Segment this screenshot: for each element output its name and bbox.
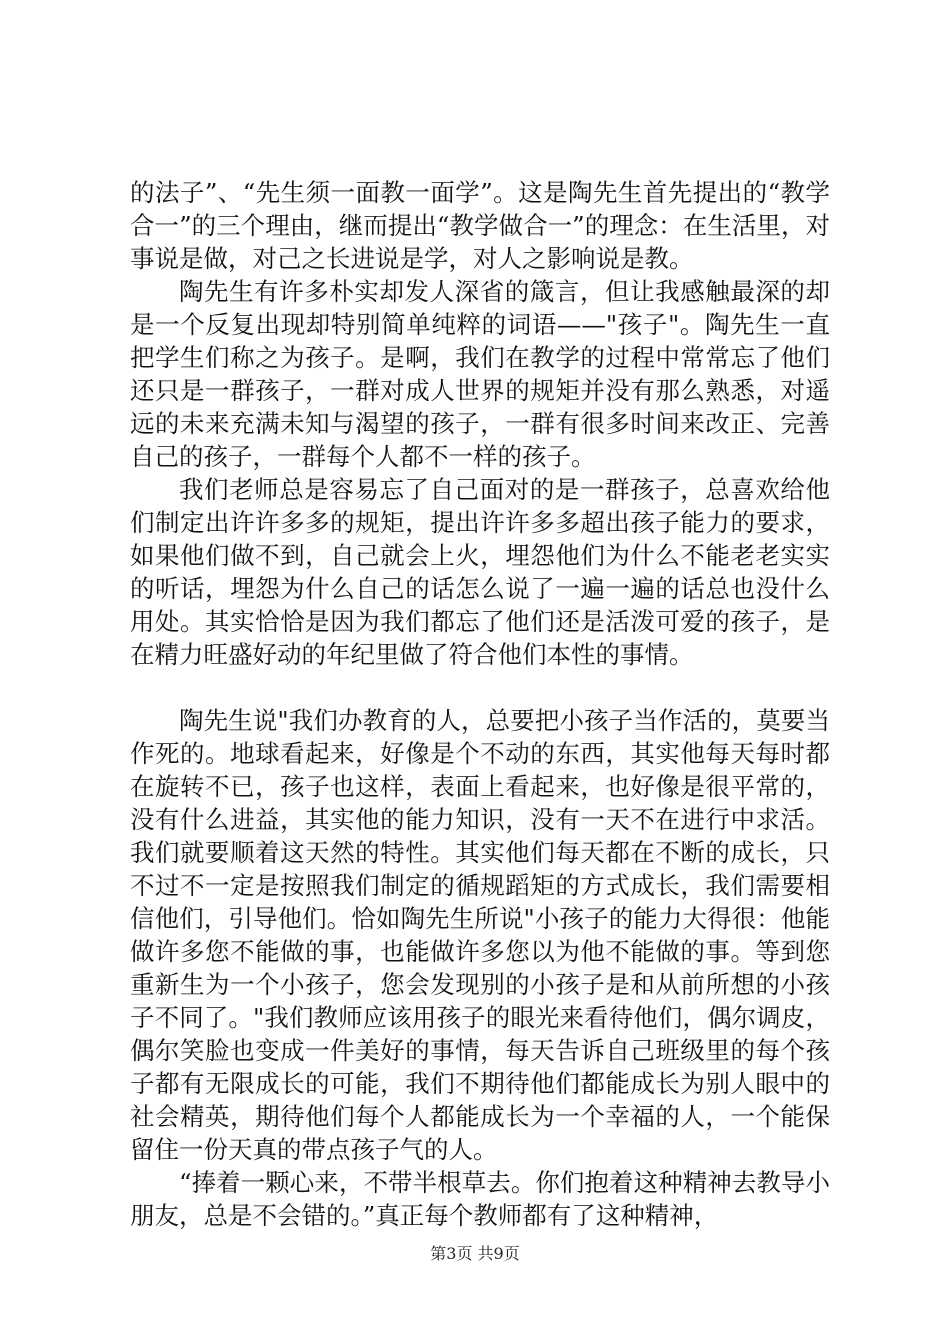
document-body [130,176,830,1232]
paragraph-5: “捧着一颗心来，不带半根草去。你们抱着这种精神去教导小朋友，总是不会错的。”真正每个教师都有了这种精神， [130,1168,830,1230]
paragraph-1: 的法子”、“先生须一面教一面学”。这是陶先生首先提出的“教学合一”的三个理由，继而提出“教学做合一”的理念：在生活里，对事说是做，对己之长进说是学，对人之影响说是教。 [130,178,830,273]
paragraph-3: 我们老师总是容易忘了自己面对的是一群孩子，总喜欢给他们制定出许许多多的规矩，提出许许多多超出孩子能力的要求，如果他们做不到，自己就会上火，埋怨他们为什么不能老老实实的听话，埋怨为什么自己的话怎么说了一遍一遍的话总也没什么用处。其实恰恰是因为我们都忘了他们还是活泼可爱的孩子，是在精力旺盛好动的年纪里做了符合他们本性的事情。 [130,475,830,669]
paragraph-4: 陶先生说"我们办教育的人，总要把小孩子当作活的，莫要当作死的。地球看起来，好像是个不动的东西，其实他每天每时都在旋转不已，孩子也这样，表面上看起来，也好像是很平常的，没有什么进益，其实他的能力知识，没有一天不在进行中求活。我们就要顺着这天然的特性。其实他们每天都在不断的成长，只不过不一定是按照我们制定的循规蹈矩的方式成长，我们需要相信他们，引导他们。恰如陶先生所说"小孩子的能力大得很：他能做许多您不能做的事，也能做许多您以为他不能做的事。等到您重新生为一个小孩子，您会发现别的小孩子是和从前所想的小孩子不同了。"我们教师应该用孩子的眼光来看待他们，偶尔调皮，偶尔笑脸也变成一件美好的事情，每天告诉自己班级里的每个孩子都有无限成长的可能，我们不期待他们都能成长为别人眼中的社会精英，期待他们每个人都能成长为一个幸福的人，一个能保留住一份天真的带点孩子气的人。 [130,706,830,1164]
paragraph-2: 陶先生有许多朴实却发人深省的箴言，但让我感触最深的却是一个反复出现却特别简单纯粹的词语——"孩子"。陶先生一直把学生们称之为孩子。是啊，我们在教学的过程中常常忘了他们还只是一群孩子，一群对成人世界的规矩并没有那么熟悉，对遥远的未来充满未知与渴望的孩子，一群有很多时间来改正、完善自己的孩子，一群每个人都不一样的孩子。 [130,277,830,471]
page-number-footer: 第3页 共9页 [430,1244,520,1263]
